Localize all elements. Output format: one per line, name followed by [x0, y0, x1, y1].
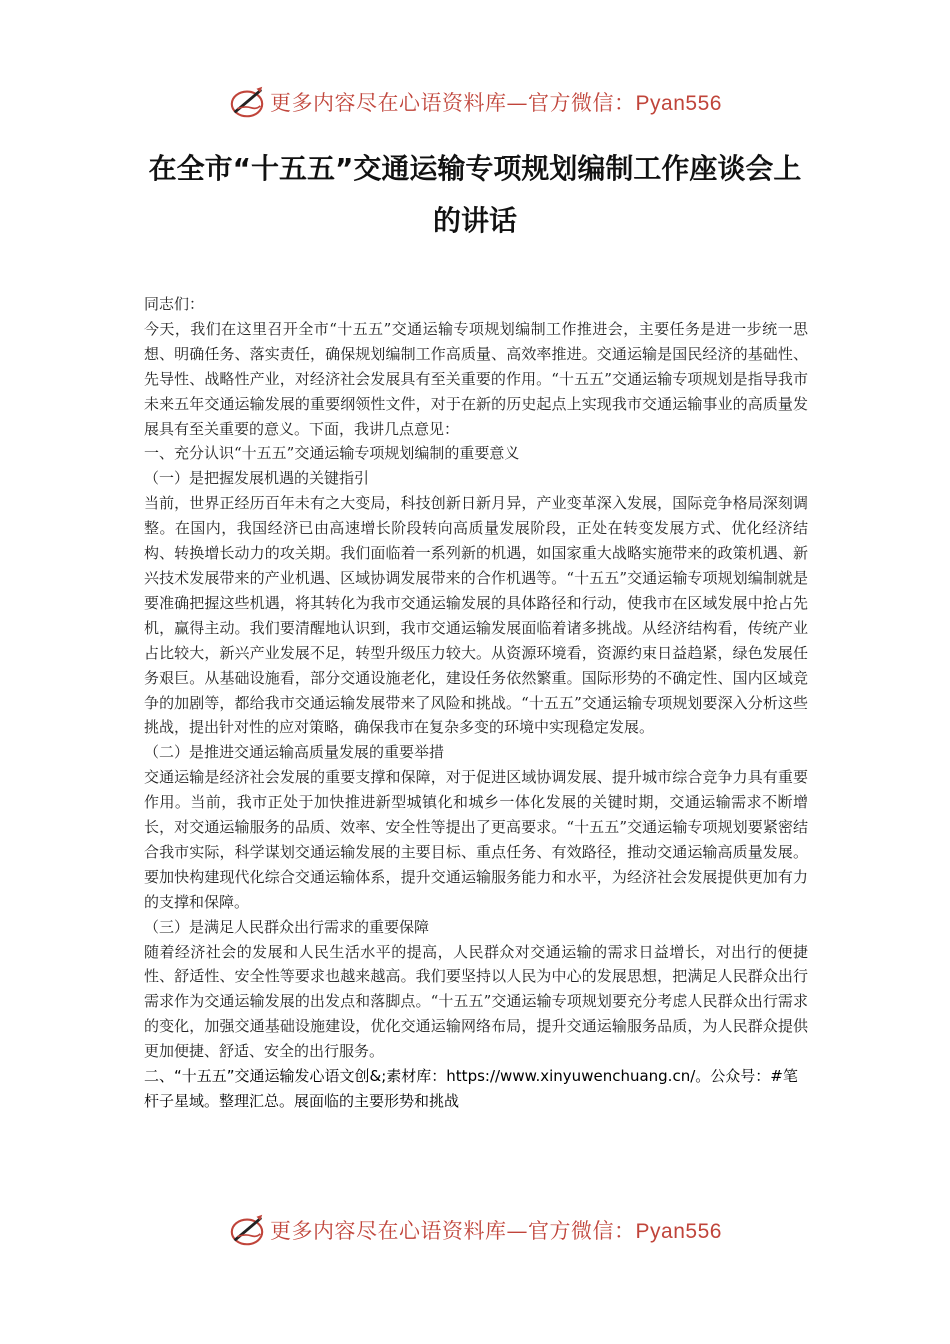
body-paragraph: 交通运输是经济社会发展的重要支撑和保障，对于促进区域协调发展、提升城市综合竞争力具有重要作用。当前，我市正处于加快推进新型城镇化和城乡一体化发展的关键时期，交通运输需求不断增长，对交通运输服务的品质、效率、安全性等提出了更高要求。“十五五”交通运输专项规划要紧密结合我市实际，科学谋划交通运输发展的主要目标、重点任务、有效路径，推动交通运输高质量发展。要加快构建现代化综合交通运输体系，提升交通运输服务能力和水平，为经济社会发展提供更加有力的支撑和保障。 — [144, 768, 808, 911]
body-paragraph: 随着经济社会的发展和人民生活水平的提高，人民群众对交通运输的需求日益增长，对出行的便捷性、舒适性、安全性等要求也越来越高。我们要坚持以人民为中心的发展思想，把满足人民群众出行需求作为交通运输发展的出发点和落脚点。“十五五”交通运输专项规划要充分考虑人民群众出行需求的变化，加强交通基础设施建设，优化交通运输网络布局，提升交通运输服务品质，为人民群众提供更加便捷、舒适、安全的出行服务。 — [144, 942, 808, 1061]
banner-main: 更多内容尽在心语资料库 — [270, 91, 507, 115]
footer-banner — [0, 1210, 950, 1250]
header-banner — [0, 82, 950, 122]
body-paragraph: 今天，我们在这里召开全市“十五五”交通运输专项规划编制工作推进会，主要任务是进一步统一思想、明确任务、落实责任，确保规划编制工作高质量、高效率推进。交通运输是国民经济的基础性、先导性、战略性产业，对经济社会发展具有至关重要的作用。“十五五”交通运输专项规划是指导我市未来五年交通运输发展的重要纲领性文件，对于在新的历史起点上实现我市交通运输事业的高质量发展具有至关重要的意义。下面，我讲几点意见： — [144, 319, 808, 438]
banner-dash: — — [506, 91, 529, 115]
pen-book-logo-icon — [228, 1211, 266, 1249]
pen-book-logo-icon — [228, 83, 266, 121]
banner-text — [270, 1215, 722, 1245]
subsection-heading: （三）是满足人民群众出行需求的重要保障 — [144, 917, 430, 936]
banner-dash: — — [506, 1219, 529, 1243]
banner-tag: 官方微信： — [528, 1219, 636, 1243]
document-title: 在全市“十五五”交通运输专项规划编制工作座谈会上的讲话 — [148, 152, 802, 237]
body-paragraph: 当前，世界正经历百年未有之大变局，科技创新日新月异，产业变革深入发展，国际竞争格局深刻调整。在国内，我国经济已由高速增长阶段转向高质量发展阶段，正处在转变发展方式、优化经济结构、转换增长动力的攻关期。我们面临着一系列新的机遇，如国家重大战略实施带来的政策机遇、新兴技术发展带来的产业机遇、区域协调发展带来的合作机遇等。“十五五”交通运输专项规划编制就是要准确把握这些机遇，将其转化为我市交通运输发展的具体路径和行动，使我市在区域发展中抢占先机，赢得主动。我们要清醒地认识到，我市交通运输发展面临着诸多挑战。从经济结构看，传统产业占比较大，新兴产业发展不足，转型升级压力较大。从资源环境看，资源约束日益趋紧，绿色发展任务艰巨。从基础设施看，部分交通设施老化，建设任务依然繁重。国际形势的不确定性、国内区域竞争的加剧等，都给我市交通运输发展带来了风险和挑战。“十五五”交通运输专项规划要深入分析这些挑战，提出针对性的应对策略，确保我市在复杂多变的环境中实现稳定发展。 — [144, 494, 808, 737]
section-heading-with-promo: 二、“十五五”交通运输发心语文创&;素材库：https://www.xinyuwenchuang.cn/。公众号：#笔杆子星域。整理汇总。展面临的主要形势和挑战 — [144, 1067, 798, 1110]
banner-text — [270, 87, 722, 117]
subsection-heading: （一）是把握发展机遇的关键指引 — [144, 469, 370, 488]
document-body — [144, 292, 808, 1114]
subsection-heading: （二）是推进交通运输高质量发展的重要举措 — [144, 743, 445, 762]
banner-main: 更多内容尽在心语资料库 — [270, 1219, 507, 1243]
banner-wechat-id: Pyan556 — [635, 1220, 722, 1243]
salutation: 同志们： — [144, 295, 205, 313]
banner-wechat-id: Pyan556 — [635, 92, 722, 115]
banner-tag: 官方微信： — [528, 91, 636, 115]
section-heading: 一、充分认识“十五五”交通运输专项规划编制的重要意义 — [144, 444, 520, 463]
